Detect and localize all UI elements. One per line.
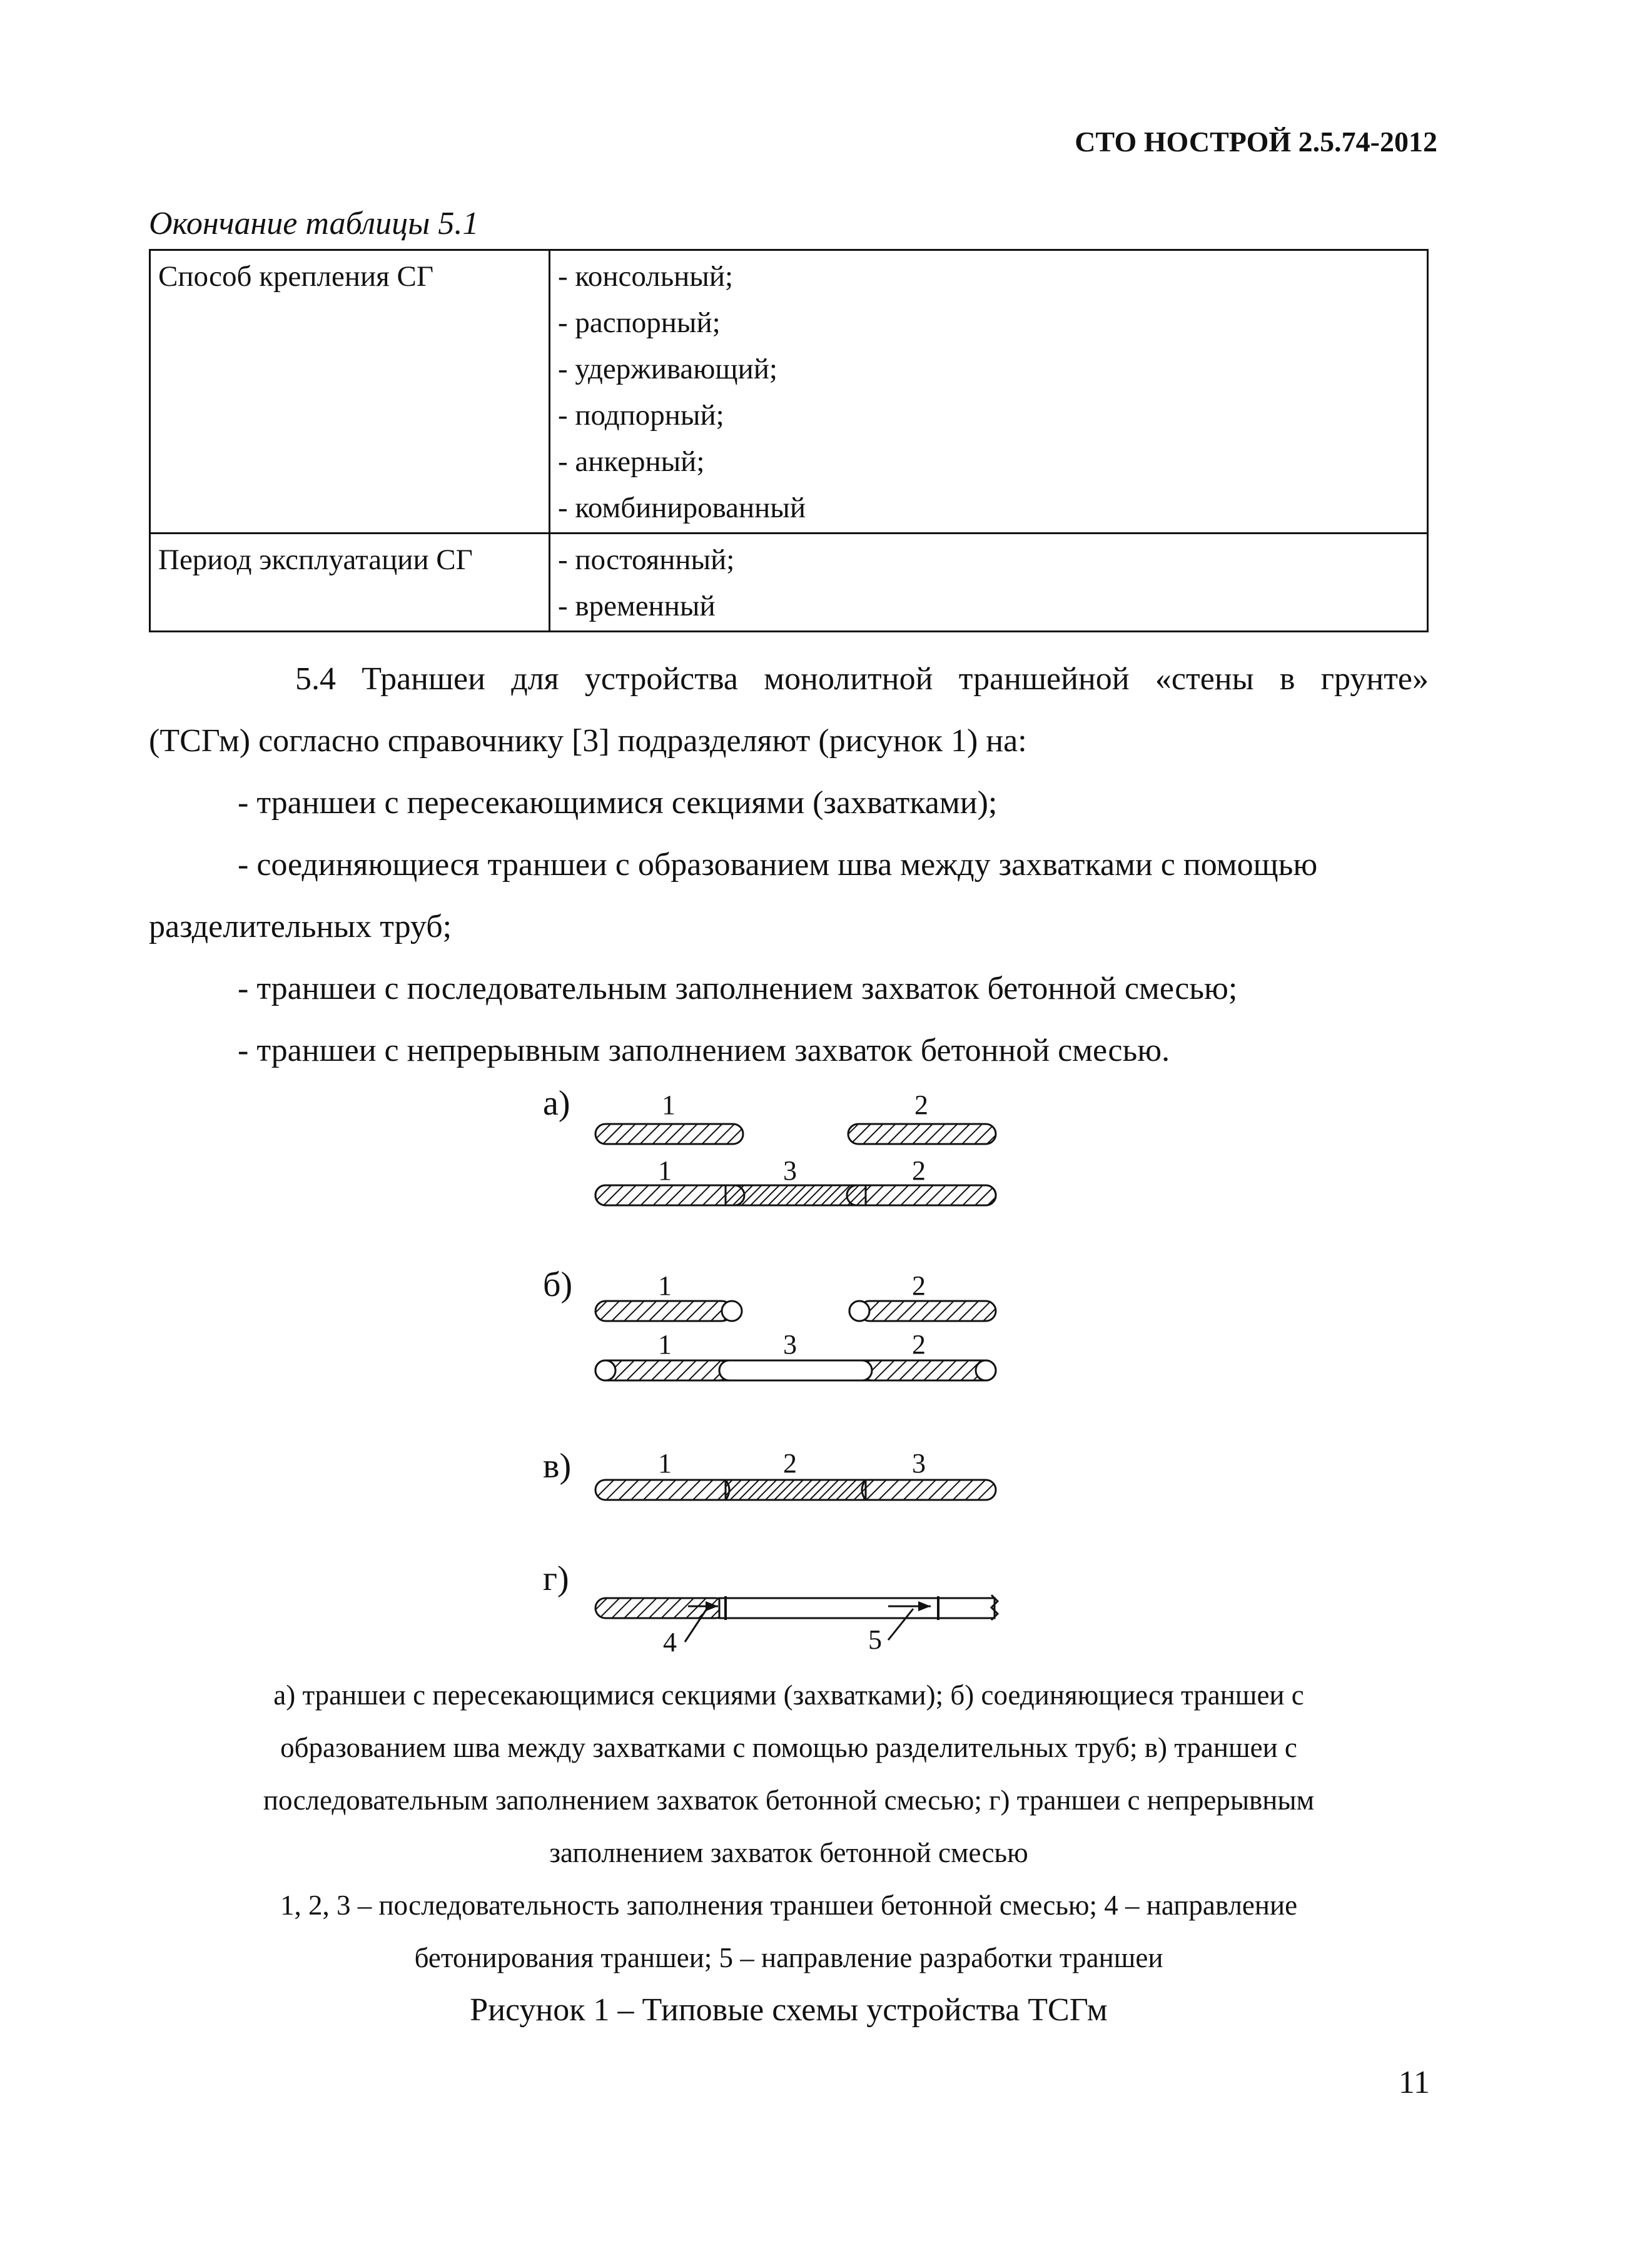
section-number-2: 2 (912, 1155, 926, 1186)
section-number-2: 2 (783, 1448, 797, 1479)
trench-section-2 (726, 1480, 866, 1500)
separator-pipe (849, 1301, 869, 1321)
section-number-2: 2 (914, 1090, 928, 1120)
label-number-4: 4 (663, 1627, 677, 1658)
separator-pipe (595, 1360, 615, 1380)
cell-text: Способ крепления СГ (158, 260, 434, 293)
figure-title: Рисунок 1 – Типовые схемы устройства ТСГм (470, 1992, 1108, 2028)
caption-line: последовательным заполнением захваток бетонной смесью; г) траншеи с непрерывным (263, 1785, 1315, 1816)
section-number-1: 1 (658, 1448, 672, 1479)
legend-line: бетонирования траншеи; 5 – направление разработки траншеи (414, 1942, 1163, 1973)
section-number-3: 3 (783, 1329, 797, 1360)
figure-caption (149, 1669, 1429, 2037)
section-number-2: 2 (912, 1270, 926, 1301)
paragraph-line: 5.4 Траншеи для устройства монолитной траншейной «стены в грунте» (295, 661, 1429, 697)
trench-section-1 (595, 1185, 734, 1205)
trench-section-3-empty (719, 1360, 872, 1380)
trench-section-2 (859, 1301, 996, 1321)
legend-line: 1, 2, 3 – последовательность заполнения траншеи бетонной смесью; 4 – направление (280, 1890, 1298, 1921)
scheme-label-b: б) (543, 1265, 573, 1304)
trench-section-1 (595, 1124, 743, 1144)
cell-text: Период эксплуатации СГ (158, 544, 473, 576)
caption-line: а) траншеи с пересекающимися секциями (захватками); б) соединяющиеся траншеи с (273, 1679, 1304, 1711)
section-number-1: 1 (658, 1329, 672, 1360)
list-item: - траншеи с последовательным заполнением захваток бетонной смесью; (238, 971, 1238, 1006)
separator-pipe (976, 1360, 996, 1380)
cell-value: - подпорный; (558, 399, 724, 432)
cell-value: - распорный; (558, 306, 721, 339)
paragraph-line: (ТСГм) согласно справочнику [3] подразделяют (рисунок 1) на: (149, 723, 1027, 759)
page-number: 11 (1398, 2065, 1430, 2100)
section-number-1: 1 (662, 1090, 676, 1120)
list-item-continuation: разделительных труб; (149, 909, 452, 944)
scheme-label-v: в) (543, 1447, 572, 1486)
section-number-3: 3 (912, 1448, 926, 1479)
list-item: - траншеи с непрерывным заполнением захваток бетонной смесью. (238, 1033, 1170, 1068)
list-item: - траншеи с пересекающимися секциями (захватками); (238, 785, 998, 821)
scheme-label-g: г) (543, 1559, 569, 1598)
separator-pipe (722, 1301, 742, 1321)
label-number-5: 5 (868, 1624, 882, 1655)
cell-value: - анкерный; (558, 445, 705, 478)
trench-section-2 (857, 1185, 996, 1205)
section-number-2: 2 (912, 1329, 926, 1360)
table-caption: Окончание таблицы 5.1 (149, 206, 479, 241)
cell-value: - консольный; (558, 260, 734, 293)
cell-value: - удерживающий; (558, 353, 777, 385)
document-code: СТО НОСТРОЙ 2.5.74-2012 (1075, 126, 1437, 158)
section-number-1: 1 (658, 1270, 672, 1301)
trench-section-2 (848, 1124, 996, 1144)
excavated-part (719, 1598, 995, 1618)
cell-value: - постоянный; (558, 544, 735, 576)
cell-value: - временный (558, 590, 716, 622)
trench-section-3 (726, 1185, 866, 1205)
caption-line: заполнением захваток бетонной смесью (549, 1837, 1028, 1868)
list-item: - соединяющиеся траншеи с образованием шва между захватками с помощью (238, 847, 1318, 883)
section-number-3: 3 (783, 1155, 797, 1186)
section-number-1: 1 (658, 1155, 672, 1186)
caption-line: образованием шва между захватками с помощью разделительных труб; в) траншеи с (280, 1732, 1297, 1763)
trench-section-1 (595, 1301, 732, 1321)
scheme-label-a: а) (543, 1084, 570, 1123)
cell-value: - комбинированный (558, 492, 806, 524)
